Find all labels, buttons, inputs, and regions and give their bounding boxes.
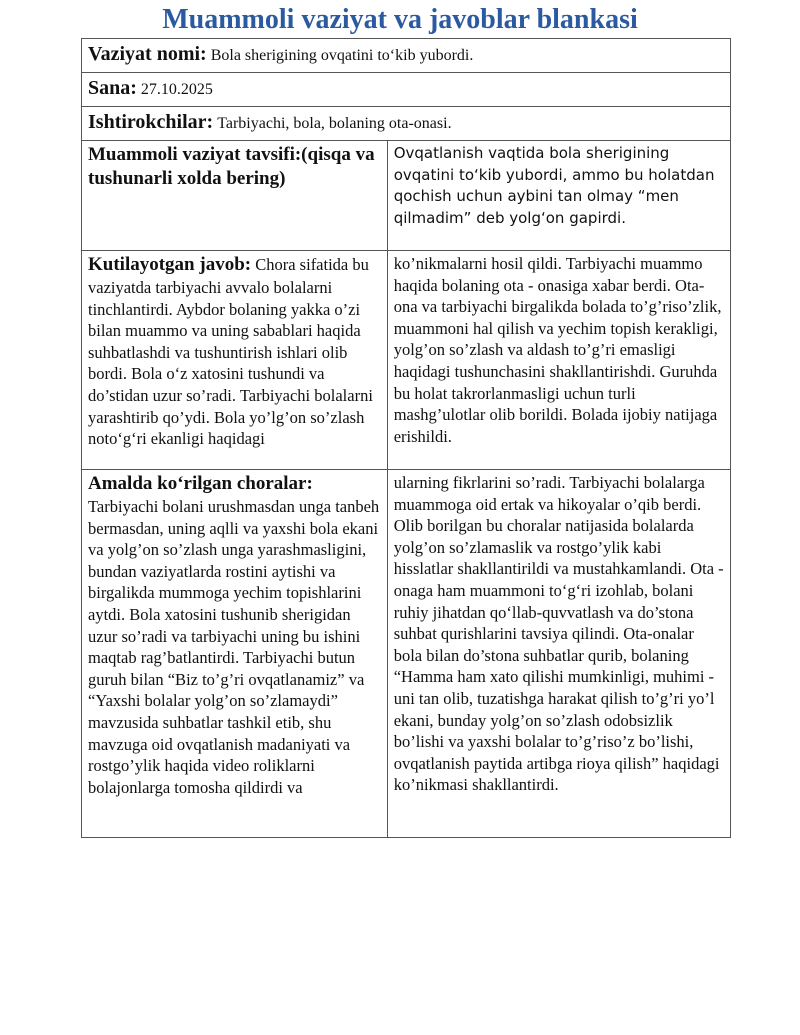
date-value: 27.10.2025 (140, 81, 213, 98)
situation-form-table (81, 38, 731, 838)
situation-name-cell (82, 39, 731, 73)
actions-taken-text-right: ularning fikrlarini so’radi. Tarbiyachi bolalarga muammoga oid ertak va hikoyalar o’qib berdi. Olib borilgan bu choralar natijasida bolalarda yolg’on so’zlamaslik va rostgo’ylik kabi hisslatlar shakllantirildi va mustahkamlandi. Ota -onaga ham muammoni to‘g‘ri izohlab, bolani ruhiy jihatdan qo‘llab-quvvatlash va do’stona suhbat qurishlarini tavsiya qilindi. Ota-onalar bola bilan do’stona suhbatlar qurib, bolaning “Hamma ham xato qilishi mumkinligi, muhimi - uni tan olib, tuzatishga harakat qilish to’g’ri yo’l ekani, bunday yolg’on so’zlash odobsizlik bo’lishi va yaxshi bolalar to’g’riso’z bo’lishi, ovqatlanish paytida artibga rioya qilish” haqidagi ko’nikmasi shakllantirdi. (393, 473, 724, 795)
row-date (82, 73, 731, 107)
description-value: Ovqatlanish vaqtida bola sherigining ovqatini to‘kib yubordi, ammo bu holatdan qochish uchun aybini tan olmay “men qilmadim” deb yolg‘on gapirdi. (393, 144, 715, 227)
row-expected-answer (82, 251, 731, 470)
row-participants (82, 107, 731, 141)
participants-cell (82, 107, 731, 141)
expected-answer-text-left: Chora sifatida bu vaziyatda tarbiyachi avvalo bolalarni tinchlantirdi. Aybdor bolaning yakka o’zi bilan muammo va uning sabablari haqida suhbatlashdi va tushuntirish ishlari olib bordi. Bola o‘z xatosini tushundi va do’stidan uzur so’radi. Tarbiyachi bolalarni yarashtirib qo’ydi. Bola yo’lg’on so’zlash noto‘g‘ri ekanligi haqidagi (88, 255, 373, 449)
situation-name-value: Bola sherigining ovqatini to‘kib yubordi. (210, 47, 474, 64)
participants-value: Tarbiyachi, bola, bolaning ota-onasi. (217, 115, 452, 132)
description-label: Muammoli vaziyat tavsifi:(qisqa va tushunarli xolda bering) (88, 144, 375, 189)
row-description (82, 141, 731, 251)
expected-answer-label: Kutilayotgan javob: (88, 254, 252, 275)
form-title: Muammoli vaziyat va javoblar blankasi (162, 4, 638, 35)
actions-right-cell (387, 470, 730, 838)
participants-label: Ishtirokchilar: (88, 111, 214, 133)
date-label: Sana: (88, 77, 137, 99)
expected-right-cell (387, 251, 730, 470)
actions-left-cell (82, 470, 388, 838)
actions-taken-label: Amalda ko‘rilgan choralar: (88, 473, 313, 494)
row-actions-taken (82, 470, 731, 838)
actions-taken-text-left: Tarbiyachi bolani urushmasdan unga tanbeh bermasdan, uning aqlli va yaxshi bola ekani va yolg’on so’zlash unga yarashmasligini, bundan vaziyatlarda rostini aytishi va birgalikda mummoga yechim topishlarini aytdi. Bola xatosini tushunib sherigidan uzur so’radi va tarbiyachi uning bu ishini maqtab rag’batlantirdi. Tarbiyachi butun guruh bilan “Biz to’g’ri ovqatlanamiz” va “Yaxshi bolalar yolg’on so’zlamaydi” mavzusida suhbatlar tashkil etib, shu mavzuga oid ovqatlanish madaniyati va rostgo’ylik haqida video roliklarni bolajonlarga tomosha qildirdi va (88, 497, 380, 797)
description-label-cell (82, 141, 388, 251)
date-cell (82, 73, 731, 107)
description-value-cell (387, 141, 730, 251)
row-situation-name (82, 39, 731, 73)
situation-name-label: Vaziyat nomi: (88, 43, 207, 65)
expected-answer-text-right: ko’nikmalarni hosil qildi. Tarbiyachi muammo haqida bolaning ota - onasiga xabar berdi. Ota-ona va tarbiyachi birgalikda bolada to’g’riso’zlik, muammoni hal qilish va yechim topish kerakligi, yolg’on so’zlash va aldash to’g’ri emasligi haqidagi tushunchasini shakllantirishdi. Guruhda bu holat takrorlanmasligi uchun turli mashg’ulotlar olib borildi. Bolada ijobiy natijaga erishildi. (393, 254, 722, 446)
expected-left-cell (82, 251, 388, 470)
